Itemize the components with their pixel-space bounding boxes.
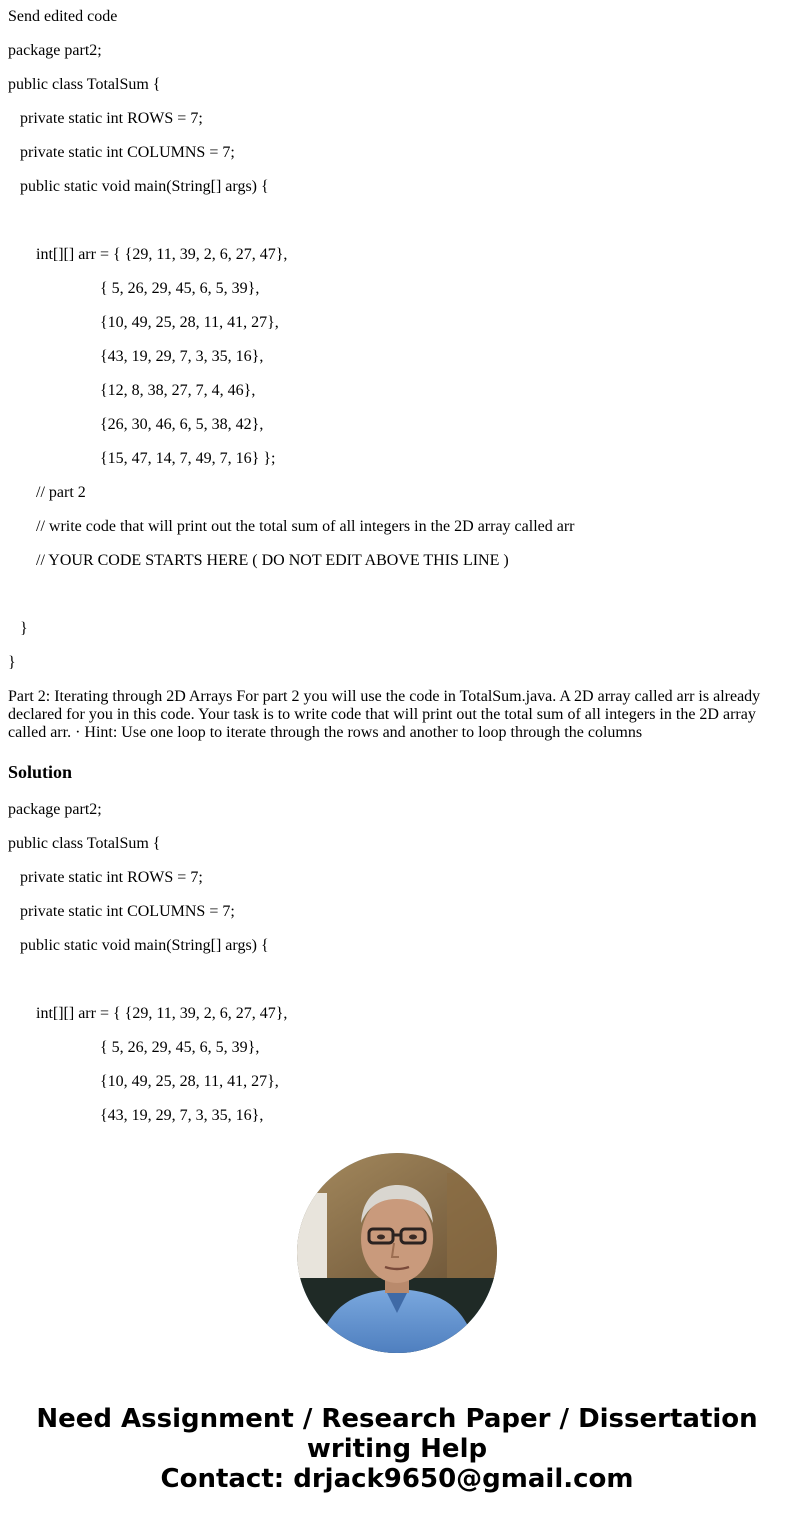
promo-line-2: writing Help [306, 1434, 488, 1464]
code-line: public static void main(String[] args) { [20, 178, 269, 195]
code-comment: // write code that will print out the total sum of all integers in the 2D array called arr [36, 518, 575, 535]
code-comment: // YOUR CODE STARTS HERE ( DO NOT EDIT ABOVE THIS LINE ) [36, 552, 509, 569]
code-line: {10, 49, 25, 28, 11, 41, 27}, [100, 314, 279, 331]
solution-code-line: int[][] arr = { {29, 11, 39, 2, 6, 27, 47}, [36, 1005, 288, 1022]
solution-code-line: {43, 19, 29, 7, 3, 35, 16}, [100, 1107, 264, 1124]
code-line: } [20, 620, 28, 637]
code-line: int[][] arr = { {29, 11, 39, 2, 6, 27, 47}, [36, 246, 288, 263]
code-line: { 5, 26, 29, 45, 6, 5, 39}, [100, 280, 260, 297]
code-line: {26, 30, 46, 6, 5, 38, 42}, [100, 416, 264, 433]
code-line: public class TotalSum { [8, 76, 161, 93]
solution-code-line: package part2; [8, 801, 102, 818]
promo-line-1: Need Assignment / Research Paper / Dissertation [36, 1404, 758, 1434]
code-line: private static int COLUMNS = 7; [20, 144, 235, 161]
code-line: {12, 8, 38, 27, 7, 4, 46}, [100, 382, 256, 399]
solution-code-line: {10, 49, 25, 28, 11, 41, 27}, [100, 1073, 279, 1090]
solution-code-line: public static void main(String[] args) { [20, 937, 269, 954]
solution-heading: Solution [8, 762, 73, 782]
question-description: Part 2: Iterating through 2D Arrays For part 2 you will use the code in TotalSum.java. A 2D array called arr is already declared for you in this code. Your task is to write code that will print out the total sum of all integers in the 2D array called arr. · Hint: Use one loop to iterate through the rows and another to loop through the columns [8, 688, 761, 741]
solution-code-line: public class TotalSum { [8, 835, 161, 852]
person-portrait-icon [297, 1153, 497, 1353]
solution-code-line: private static int COLUMNS = 7; [20, 903, 235, 920]
avatar [297, 1153, 497, 1353]
code-line: } [8, 654, 16, 671]
code-line: private static int ROWS = 7; [20, 110, 203, 127]
solution-code-line: { 5, 26, 29, 45, 6, 5, 39}, [100, 1039, 260, 1056]
promo-contact[interactable]: Contact: drjack9650@gmail.com [160, 1464, 634, 1494]
solution-code-line: private static int ROWS = 7; [20, 869, 203, 886]
code-line: {15, 47, 14, 7, 49, 7, 16} }; [100, 450, 276, 467]
code-line: {43, 19, 29, 7, 3, 35, 16}, [100, 348, 264, 365]
question-title: Send edited code [8, 8, 118, 25]
code-comment: // part 2 [36, 484, 86, 501]
code-line: package part2; [8, 42, 102, 59]
